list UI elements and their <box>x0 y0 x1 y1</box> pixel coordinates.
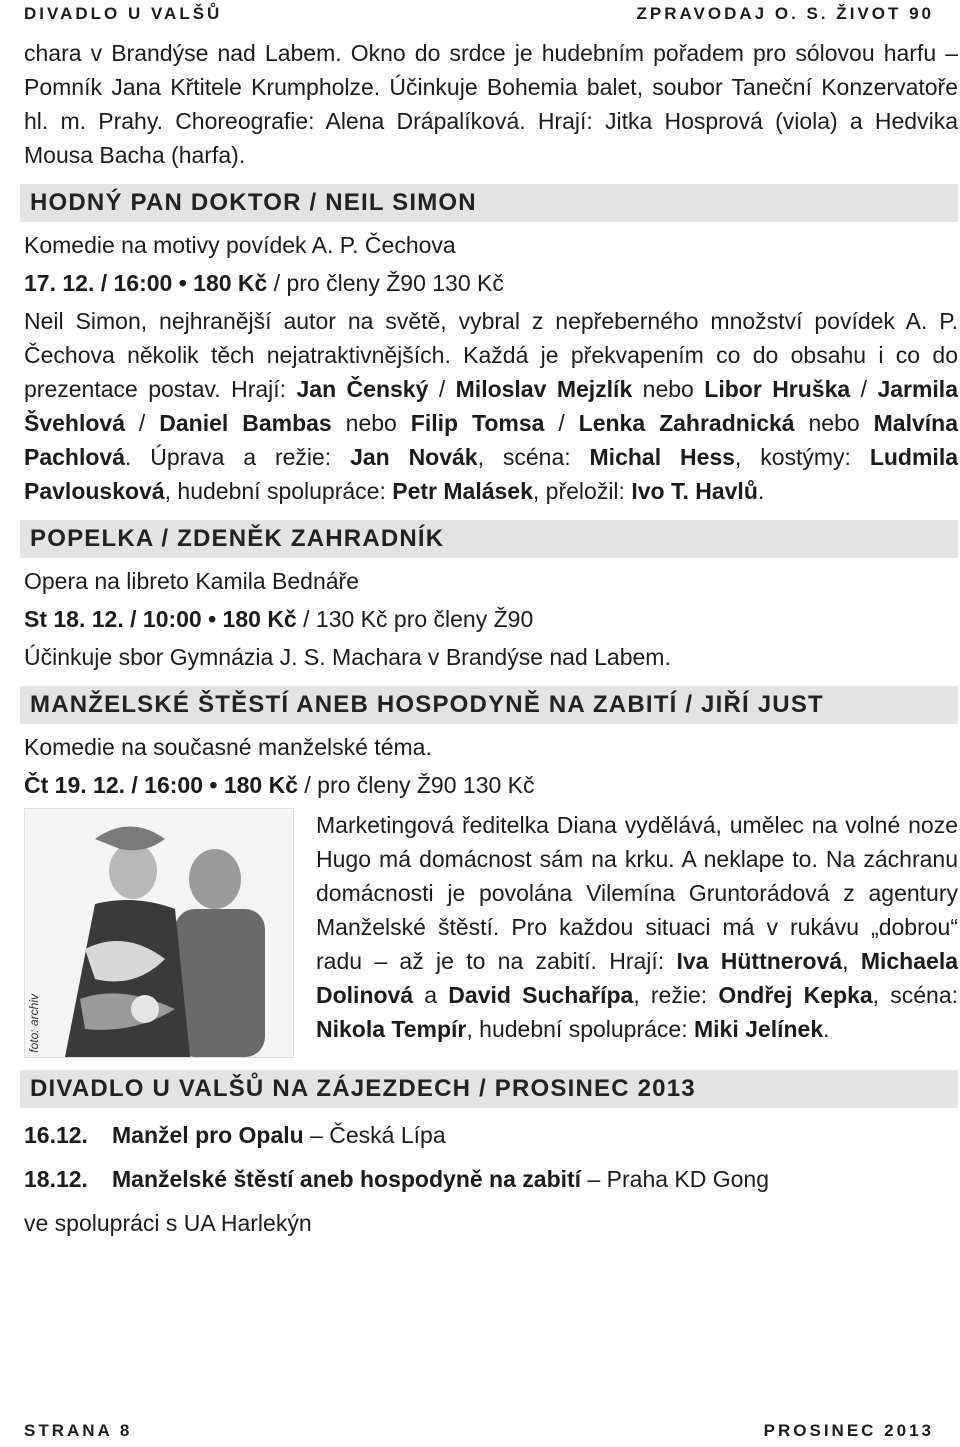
member-price: / pro členy Ž90 130 Kč <box>298 772 535 798</box>
credit-label: , režie: <box>633 982 719 1008</box>
section-zajezdy <box>24 1070 958 1240</box>
tour-date: 16.12. <box>24 1122 88 1148</box>
page-content <box>24 36 958 1240</box>
tour-item <box>24 1162 958 1196</box>
separator: nebo <box>632 376 705 402</box>
credit-label: , hudební spolupráce: <box>466 1016 694 1042</box>
section-subtitle: Komedie na motivy povídek A. P. Čechova <box>24 232 456 258</box>
credit-label: , hudební spolupráce: <box>164 478 393 504</box>
tour-place: – Praha KD Gong <box>581 1166 770 1192</box>
performance-info <box>24 602 958 636</box>
section-description: Účinkuje sbor Gymnázia J. S. Machara v Brandýse nad Labem. <box>24 644 671 670</box>
section-subtitle: Komedie na současné manželské téma. <box>24 734 432 760</box>
tour-show: Manželské štěstí aneb hospodyně na zabití <box>112 1166 582 1192</box>
member-price: / pro členy Ž90 130 Kč <box>267 270 504 296</box>
header-right: ZPRAVODAJ O. S. ŽIVOT 90 <box>636 4 934 23</box>
credit-name: Ivo T. Havlů <box>631 478 758 504</box>
separator: , <box>842 948 861 974</box>
separator: a <box>413 982 449 1008</box>
credit-label: . Úprava a režie: <box>125 444 351 470</box>
tour-date: 18.12. <box>24 1166 88 1192</box>
cast-name: Michaela Dolinová <box>316 948 958 1008</box>
separator: / <box>850 376 878 402</box>
header-left: DIVADLO U VALŠŮ <box>24 4 223 23</box>
footer-right: PROSINEC 2013 <box>763 1421 934 1440</box>
credit-name: Petr Malásek <box>392 478 533 504</box>
section-description <box>24 304 958 508</box>
tour-place: – Česká Lípa <box>303 1122 446 1148</box>
footer-left: STRANA 8 <box>24 1421 133 1440</box>
cast-name: Miloslav Mejzlík <box>455 376 633 402</box>
cast-name: Jarmila Švehlová <box>24 376 958 436</box>
separator: nebo <box>794 410 874 436</box>
cast-name: David Suchařípa <box>448 982 634 1008</box>
member-price: / 130 Kč pro členy Ž90 <box>296 606 534 632</box>
credit-name: Ondřej Kepka <box>718 982 873 1008</box>
cast-name: Daniel Bambas <box>159 410 332 436</box>
section-subtitle: Opera na libreto Kamila Bednáře <box>24 568 359 594</box>
performance-date-price: Čt 19. 12. / 16:00 • 180 Kč <box>24 772 298 798</box>
section-title: HODNÝ PAN DOKTOR / NEIL SIMON <box>20 184 958 222</box>
credit-name: Miki Jelínek <box>694 1016 824 1042</box>
section-hodny-pan-doktor <box>24 184 958 508</box>
section-popelka <box>24 520 958 674</box>
performance-info <box>24 768 958 802</box>
credit-label: , přeložil: <box>532 478 632 504</box>
performance-photo <box>24 808 294 1058</box>
section-description <box>316 808 958 1058</box>
description-text: Neil Simon, nejhranější autor na světě, vybral z nepřeberného množství povídek A. P. Čechova několik těch nejatraktivnějších. Každá je překvapením co do obsahu i co do prezentace postav. <box>24 308 958 402</box>
credit-name: Michal Hess <box>589 444 735 470</box>
credit-label: , scéna: <box>477 444 590 470</box>
performance-info <box>24 266 958 300</box>
section-title: MANŽELSKÉ ŠTĚSTÍ ANEB HOSPODYNĚ NA ZABITÍ / JIŘÍ JUST <box>20 686 958 724</box>
cast-name: Iva Hüttnerová <box>676 948 843 974</box>
photo-text-row <box>24 808 958 1058</box>
intro-paragraph: chara v Brandýse nad Labem. Okno do srdce je hudebním pořadem pro sólovou harfu – Pomník Jana Křtitele Krumpholze. Účinkuje Bohemia balet, soubor Taneční Konzervatoře hl. m. Prahy. Choreografie: Alena Drápalíková. Hrají: Jitka Hosprová (viola) a Hedvika Mousa Bacha (harfa). <box>24 40 958 168</box>
credit-label: , scéna: <box>872 982 959 1008</box>
credit-label: , kostýmy: <box>734 444 870 470</box>
performance-date-price: 17. 12. / 16:00 • 180 Kč <box>24 270 268 296</box>
cast-label: Hrají: <box>609 948 677 974</box>
performance-date-price: St 18. 12. / 10:00 • 180 Kč <box>24 606 297 632</box>
cast-name: Jan Čenský <box>296 376 429 402</box>
section-title: DIVADLO U VALŠŮ NA ZÁJEZDECH / PROSINEC 2013 <box>20 1070 958 1108</box>
section-title: POPELKA / ZDENĚK ZAHRADNÍK <box>20 520 958 558</box>
cast-name: Lenka Zahradnická <box>578 410 795 436</box>
description-text: Marketingová ředitelka Diana vydělává, umělec na volné noze Hugo má domácnost sám na krku. A neklape to. Na záchranu domácnosti je povolána Vilemína Gruntorádová z agentury Manželské štěstí. Pro každou situaci má v rukávu „dobrou“ radu – až je to na zabití. <box>316 812 958 974</box>
cast-name: Filip Tomsa <box>410 410 545 436</box>
separator: / <box>544 410 579 436</box>
separator: / <box>125 410 160 436</box>
tour-item <box>24 1118 958 1152</box>
separator: / <box>428 376 456 402</box>
tour-note: ve spolupráci s UA Harlekýn <box>24 1210 312 1236</box>
credit-name: Ludmila Pavlousková <box>24 444 958 504</box>
tour-show: Manžel pro Opalu <box>112 1122 304 1148</box>
punctuation: . <box>757 478 765 504</box>
credit-name: Jan Novák <box>350 444 478 470</box>
cast-name: Malvína Pachlová <box>24 410 958 470</box>
separator: nebo <box>331 410 411 436</box>
cast-name: Libor Hruška <box>704 376 851 402</box>
cast-label: Hrají: <box>231 376 297 402</box>
photo-credit: foto: archiv <box>27 994 41 1053</box>
performance-photo-illustration <box>25 809 293 1057</box>
credit-name: Nikola Tempír <box>316 1016 467 1042</box>
section-manzelske-stesti <box>24 686 958 1058</box>
punctuation: . <box>823 1016 830 1042</box>
